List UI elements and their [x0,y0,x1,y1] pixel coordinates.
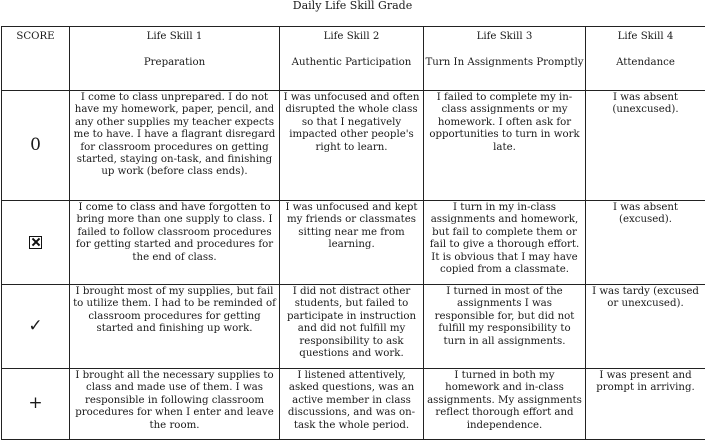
life-skill-4-name: Life Skill 4 [586,31,705,57]
rubric-cell [280,369,424,440]
page-title: Daily Life Skill Grade [0,0,705,14]
rubric-cell [586,285,705,369]
rubric-text: I brought most of my supplies, but fail to utilize them. I had to be reminded of classroom procedures for getting started and finishing up work. [70,285,279,336]
rubric-cell [70,201,280,285]
rubric-cell [424,91,586,201]
rubric-text: I was unfocused and kept my friends or classmates sitting near me from learning. [280,201,423,252]
zero-symbol: 0 [30,137,41,154]
rubric-text: I failed to complete my in-class assignments or my homework. I often ask for opportunities to turn in work late. [424,91,585,154]
rubric-cell [424,369,586,440]
life-skill-2-header [280,27,424,91]
table-row [2,91,705,201]
rubric-cell [586,91,705,201]
rubric-cell [280,91,424,201]
grade-rubric-table [1,26,705,440]
life-skill-1-desc: Preparation [70,57,279,69]
rubric-cell [70,369,280,440]
rubric-text: I come to class and have forgotten to bring more than one supply to class. I failed to follow classroom procedures for getting started and procedures for the end of class. [70,201,279,264]
plus-icon: + [28,395,42,412]
rubric-text: I was tardy (excused or unexcused). [586,285,705,311]
rubric-cell [70,91,280,201]
table-row [2,369,705,440]
rubric-cell [424,285,586,369]
rubric-text: I was absent (unexcused). [586,91,705,117]
rubric-text: I come to class unprepared. I do not have my homework, paper, pencil, and any other supplies my teacher expects me to have. I have a flagrant disregard for classroom procedures on getting started, staying on-task, and finishing up work (before class ends). [70,91,279,179]
rubric-text: I turned in most of the assignments I was responsible for, but did not fulfill my responsibility to turn in all assignments. [424,285,585,348]
rubric-cell [586,201,705,285]
table-row [2,201,705,285]
checkmark-icon: ✓ [28,318,42,335]
life-skill-4-desc: Attendance [586,57,705,69]
score-cell [2,369,70,440]
rubric-text: I listened attentively, asked questions, was an active member in class discussions, and was on-task the whole period. [280,369,423,432]
table-row [2,285,705,369]
life-skill-1-header [70,27,280,91]
rubric-cell [424,201,586,285]
x-box-icon [29,236,42,249]
life-skill-3-header [424,27,586,91]
rubric-text: I turned in both my homework and in-class assignments. My assignments reflect thorough effort and independence. [424,369,585,432]
header-row [2,27,705,91]
score-cell [2,91,70,201]
rubric-text: I turn in my in-class assignments and homework, but fail to complete them or fail to give a thorough effort. It is obvious that I may have copied from a classmate. [424,201,585,276]
life-skill-4-header [586,27,705,91]
rubric-cell [280,201,424,285]
rubric-text: I brought all the necessary supplies to class and made use of them. I was responsible in following classroom procedures for when I enter and leave the room. [70,369,279,432]
rubric-cell [280,285,424,369]
score-cell [2,201,70,285]
life-skill-3-name: Life Skill 3 [424,31,585,57]
rubric-text: I was unfocused and often disrupted the whole class so that I negatively impacted other people's right to learn. [280,91,423,154]
life-skill-2-desc: Authentic Participation [280,57,423,69]
life-skill-3-desc: Turn In Assignments Promptly [424,57,585,69]
rubric-text: I was absent (excused). [586,201,705,227]
rubric-text: I was present and prompt in arriving. [586,369,705,395]
life-skill-1-name: Life Skill 1 [70,31,279,57]
life-skill-2-name: Life Skill 2 [280,31,423,57]
rubric-text: I did not distract other students, but failed to participate in instruction and did not fulfill my responsibility to ask questions and work. [280,285,423,360]
score-header: SCORE [2,27,70,91]
rubric-cell [70,285,280,369]
rubric-cell [586,369,705,440]
score-cell [2,285,70,369]
